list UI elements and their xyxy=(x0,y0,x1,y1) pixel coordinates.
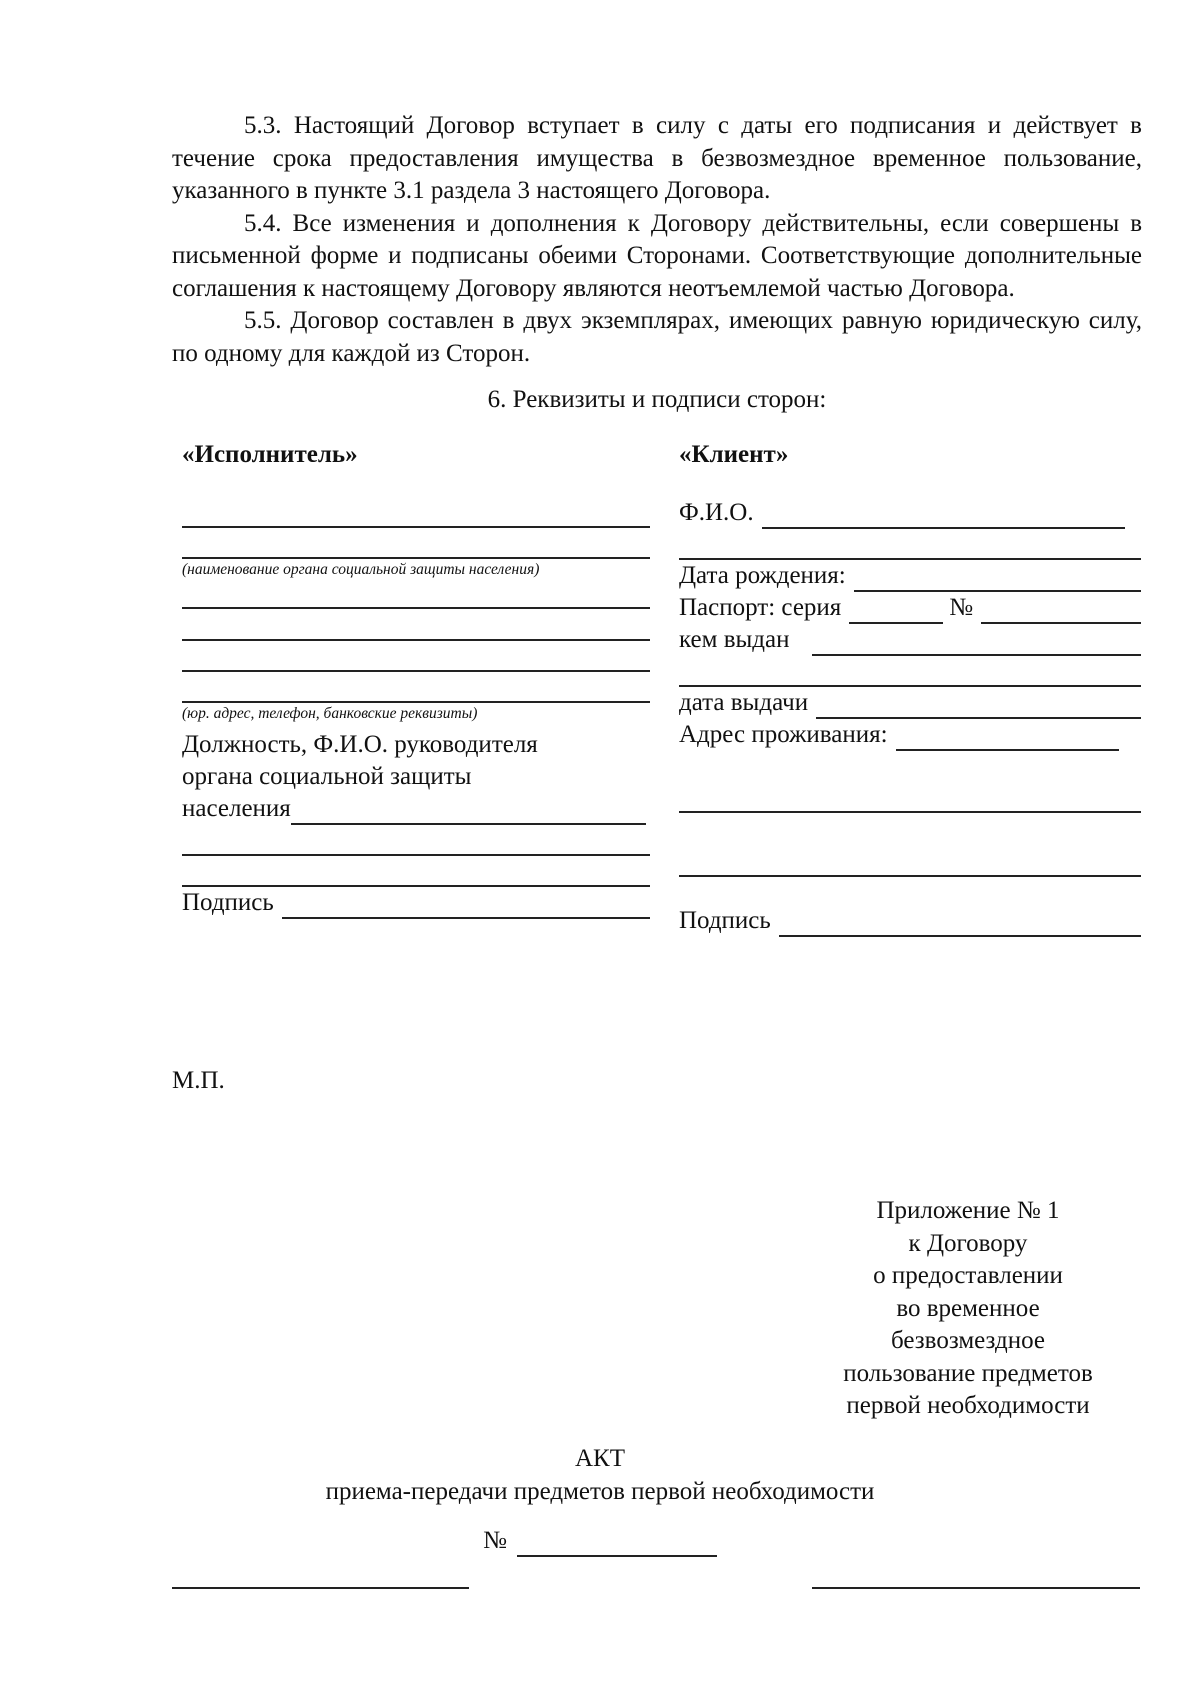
client-issuedby-input[interactable] xyxy=(812,629,1142,656)
stamp-placeholder: М.П. xyxy=(172,1067,225,1094)
client-address-input[interactable] xyxy=(896,724,1119,751)
client-passport-field xyxy=(679,592,1141,624)
appendix-line: безвозмездное xyxy=(891,1327,1045,1354)
executor-address-line-4[interactable] xyxy=(182,672,650,703)
executor-org-caption: (наименование органа социальной защиты населения) xyxy=(182,560,540,578)
requisites-section xyxy=(172,439,1142,1029)
executor-title: «Исполнитель» xyxy=(182,440,358,468)
executor-address-line-3[interactable] xyxy=(182,641,650,672)
act-number-input[interactable] xyxy=(517,1529,717,1557)
client-issuedby-field xyxy=(679,624,1141,656)
executor-org-line-2[interactable] xyxy=(182,528,650,559)
client-fio-line-2[interactable] xyxy=(679,529,1141,560)
executor-head-label-2: органа социальной защиты xyxy=(182,762,472,790)
client-address-line-3[interactable] xyxy=(679,813,1141,877)
act-number-field xyxy=(0,1525,1200,1557)
client-birth-input[interactable] xyxy=(854,565,1141,592)
appendix-line: во временное xyxy=(896,1294,1040,1322)
act-number-sign: № xyxy=(483,1526,507,1554)
clause-5-4: 5.4. Все изменения и дополнения к Договору действительны, если совершены в письменной форме и подписаны обеими Сторонами. Соответствующие дополнительные соглашения к настоящему Договору являются неотъемлемой частью Договора. xyxy=(172,209,1142,302)
appendix-line: первой необходимости xyxy=(846,1392,1090,1419)
client-birth-field xyxy=(679,560,1141,592)
executor-head-input[interactable] xyxy=(291,798,646,825)
executor-address-line-2[interactable] xyxy=(182,609,650,641)
client-issuedate-field xyxy=(679,687,1141,719)
client-passport-number-sign: № xyxy=(949,593,974,621)
client-column xyxy=(679,439,1141,937)
act-subtitle: приема-передачи предметов первой необходимости xyxy=(325,1477,875,1505)
executor-address-caption: (юр. адрес, телефон, банковские реквизиты) xyxy=(182,704,478,722)
appendix-line: о предоставлении xyxy=(873,1262,1063,1289)
act-place-line[interactable] xyxy=(172,1587,469,1589)
client-birth-label: Дата рождения: xyxy=(679,561,846,589)
client-passport-number-input[interactable] xyxy=(981,597,1141,624)
appendix-line: Приложение № 1 xyxy=(876,1197,1060,1224)
executor-org-line-1[interactable] xyxy=(182,497,650,528)
appendix-line: к Договору xyxy=(908,1229,1028,1257)
executor-head-line-2[interactable] xyxy=(182,825,650,856)
contract-page xyxy=(172,110,1142,1094)
client-address-label: Адрес проживания: xyxy=(679,720,888,748)
client-passport-label: Паспорт: серия xyxy=(679,593,842,621)
client-issuedate-input[interactable] xyxy=(816,692,1141,719)
section-6-heading: 6. Реквизиты и подписи сторон: xyxy=(487,386,827,413)
executor-signature-field xyxy=(182,887,650,919)
executor-head-label-3: населения xyxy=(182,794,291,822)
client-fio-input[interactable] xyxy=(762,502,1125,529)
executor-signature-label: Подпись xyxy=(182,888,274,916)
client-issuedby-line-2[interactable] xyxy=(679,656,1141,687)
clause-5-5: 5.5. Договор составлен в двух экземплярах, имеющих равную юридическую силу, по одному для каждой из Сторон. xyxy=(172,307,1142,367)
client-signature-label: Подпись xyxy=(679,906,771,934)
executor-head-label-1: Должность, Ф.И.О. руководителя xyxy=(182,730,538,758)
client-signature-input[interactable] xyxy=(779,910,1141,937)
client-fio-label: Ф.И.О. xyxy=(679,498,754,526)
clause-5-3: 5.3. Настоящий Договор вступает в силу с даты его подписания и действует в течение срока предоставления имущества в безвозмездное временное пользование, указанного в пункте 3.1 раздела 3 настоящего Договора. xyxy=(172,112,1142,204)
client-address-field xyxy=(679,719,1119,751)
client-signature-field xyxy=(679,905,1141,937)
client-address-line-2[interactable] xyxy=(679,751,1141,813)
act-heading xyxy=(0,1443,1200,1508)
appendix-block xyxy=(818,1195,1118,1423)
client-title: «Клиент» xyxy=(679,440,789,468)
client-issuedby-label: кем выдан xyxy=(679,625,790,653)
executor-column xyxy=(182,439,650,919)
executor-signature-input[interactable] xyxy=(282,892,650,919)
executor-address-line-1[interactable] xyxy=(182,581,650,609)
act-title: АКТ xyxy=(575,1445,625,1472)
client-fio-field xyxy=(679,497,1125,529)
client-passport-series-input[interactable] xyxy=(849,597,943,624)
executor-head-field xyxy=(182,793,646,825)
client-issuedate-label: дата выдачи xyxy=(679,688,809,716)
act-date-line[interactable] xyxy=(812,1587,1140,1589)
appendix-line: пользование предметов xyxy=(843,1359,1093,1387)
executor-head-line-3[interactable] xyxy=(182,856,650,887)
